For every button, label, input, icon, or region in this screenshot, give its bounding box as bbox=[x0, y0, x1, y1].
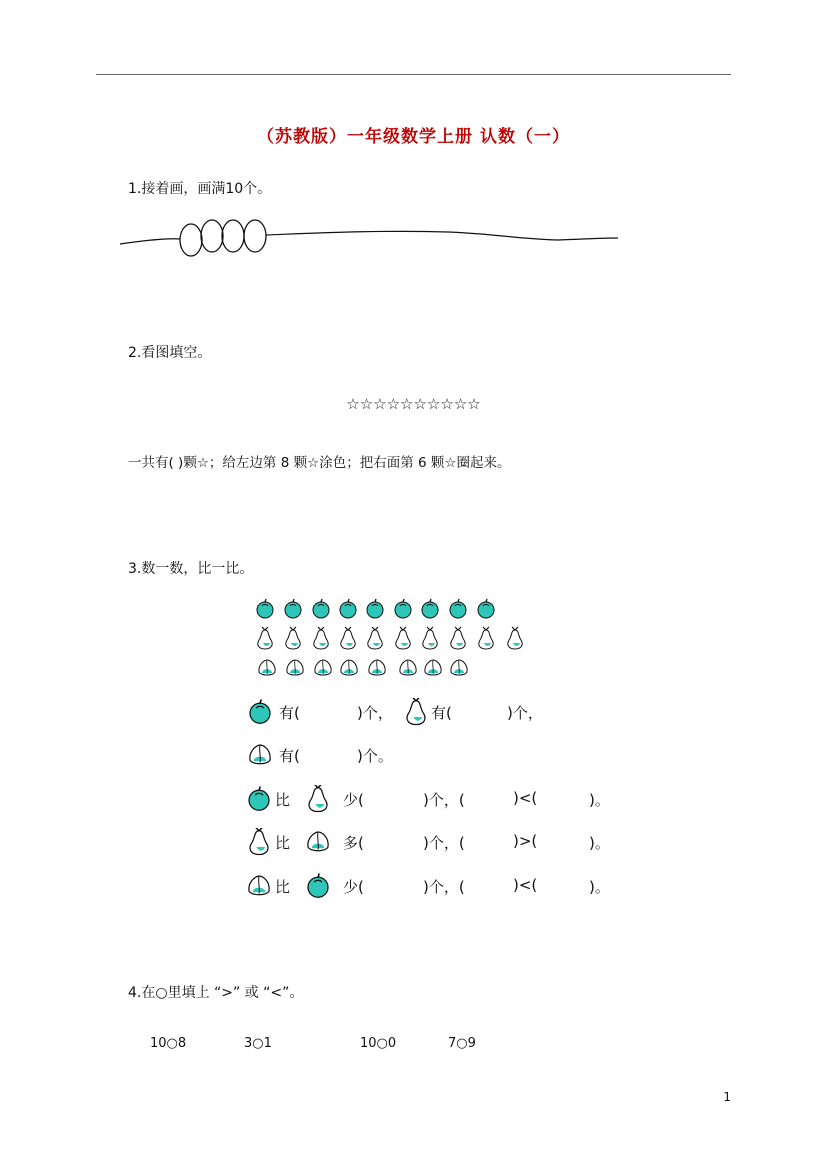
cmp2-mid: )个，( bbox=[423, 834, 465, 852]
apple-icon bbox=[245, 785, 275, 813]
peach-row bbox=[259, 660, 467, 675]
cmp2-w2: 多( bbox=[343, 834, 364, 852]
question-3-label: 3.数一数，比一比。 bbox=[128, 561, 254, 577]
q3-l1c: 有( bbox=[431, 704, 452, 722]
q3-l2a: 有( bbox=[279, 747, 300, 765]
bead-2 bbox=[201, 220, 223, 252]
question-2-fill-text: 一共有( )颗☆；给左边第 8 颗☆涂色；把右面第 6 颗☆圈起来。 bbox=[128, 455, 511, 471]
pear-row bbox=[258, 627, 522, 649]
apple-icon bbox=[245, 698, 275, 726]
header-rule bbox=[96, 74, 731, 75]
cmp1-op: )<( bbox=[513, 789, 538, 807]
cmp2-op: )>( bbox=[513, 832, 538, 850]
q3-l1d: )个， bbox=[507, 704, 543, 722]
cmp3-mid: )个，( bbox=[423, 878, 465, 896]
q3-l1b: )个， bbox=[357, 704, 393, 722]
pear-icon bbox=[245, 828, 275, 856]
q3-line-1 bbox=[245, 698, 575, 726]
q3-l1a: 有( bbox=[279, 704, 300, 722]
apple-icon bbox=[303, 872, 333, 900]
cmp3-w1: 比 bbox=[275, 878, 291, 896]
peach-icon bbox=[303, 828, 333, 856]
q3-compare-3 bbox=[245, 872, 625, 900]
compare-item-3: 10○0 bbox=[360, 1036, 397, 1051]
q3-line-2 bbox=[245, 741, 575, 769]
cmp3-w2: 少( bbox=[343, 878, 364, 896]
compare-item-2: 3○1 bbox=[244, 1036, 272, 1051]
bead-1 bbox=[180, 224, 202, 256]
q3-l2b: )个。 bbox=[357, 747, 393, 765]
cmp2-w1: 比 bbox=[275, 834, 291, 852]
bead-4 bbox=[244, 220, 266, 252]
page-title: （苏教版）一年级数学上册 认数（一） bbox=[257, 127, 570, 147]
q3-compare-2 bbox=[245, 828, 625, 856]
cmp1-w2: 少( bbox=[343, 791, 364, 809]
peach-icon bbox=[245, 872, 275, 900]
q1-drawing bbox=[118, 214, 623, 260]
pear-icon bbox=[401, 698, 431, 726]
question-1-label: 1.接着画，画满10个。 bbox=[128, 181, 272, 197]
apple-row bbox=[257, 599, 494, 618]
bead-3 bbox=[222, 220, 244, 252]
cmp1-mid: )个，( bbox=[423, 791, 465, 809]
question-2-label: 2.看图填空。 bbox=[128, 345, 212, 361]
peach-icon bbox=[245, 741, 275, 769]
cmp3-op: )<( bbox=[513, 876, 538, 894]
question-4-label: 4.在○里填上 “>” 或 “<”。 bbox=[128, 985, 304, 1001]
page-number: 1 bbox=[723, 1090, 731, 1104]
compare-item-4: 7○9 bbox=[448, 1036, 476, 1051]
cmp1-w1: 比 bbox=[275, 791, 291, 809]
q3-compare-1 bbox=[245, 785, 625, 813]
compare-item-1: 10○8 bbox=[150, 1036, 187, 1051]
fruit-rows bbox=[245, 595, 545, 685]
cmp1-end: )。 bbox=[589, 791, 610, 809]
star-row: ☆☆☆☆☆☆☆☆☆☆ bbox=[346, 395, 481, 413]
cmp2-end: )。 bbox=[589, 834, 610, 852]
cmp3-end: )。 bbox=[589, 878, 610, 896]
pear-icon bbox=[303, 785, 333, 813]
